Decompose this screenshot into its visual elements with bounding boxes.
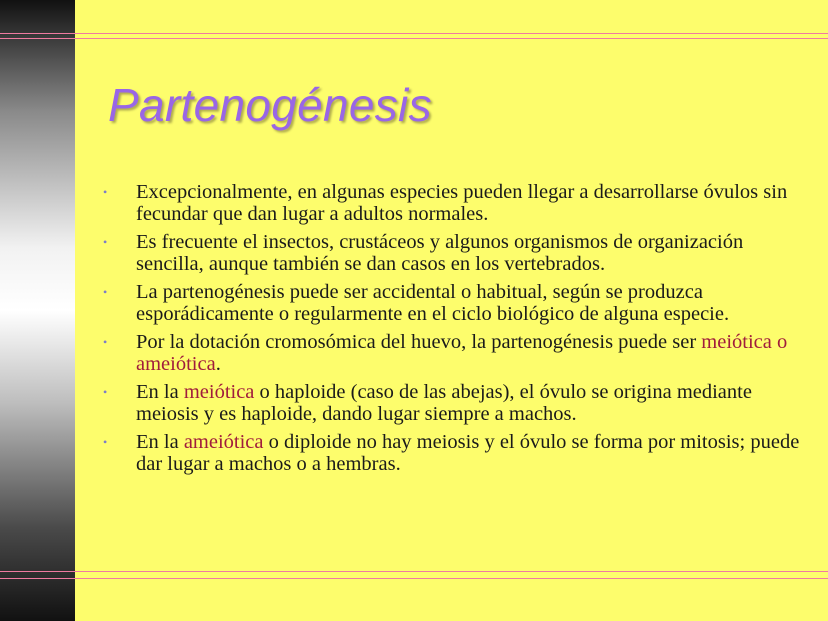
- bullet-item: [103, 181, 803, 225]
- bullet-icon: •: [103, 335, 108, 349]
- bullet-text-after: .: [215, 353, 221, 375]
- bullet-icon: •: [103, 435, 108, 449]
- slide-title: Partenogénesis: [108, 79, 432, 131]
- top-rule-upper: [0, 33, 828, 34]
- bottom-rule-upper: [0, 571, 828, 572]
- highlighted-term: ameiótica: [183, 431, 264, 453]
- bullet-item: [103, 431, 803, 475]
- bullet-text: [136, 331, 787, 375]
- bullet-text-before: En la: [136, 381, 184, 403]
- bullet-item: [103, 331, 803, 375]
- highlighted-term: meiótica: [183, 381, 255, 403]
- bullet-text: Excepcionalmente, en algunas especies pueden llegar a desarrollarse óvulos sin fecundar que dan lugar a adultos normales.: [136, 181, 788, 225]
- bullet-text-before: En la: [136, 431, 184, 453]
- bullet-text: [136, 381, 752, 425]
- bullet-icon: •: [103, 285, 108, 299]
- bullet-text: La partenogénesis puede ser accidental o habitual, según se produzca esporádicamente o regularmente en el ciclo biológico de alguna especie.: [136, 281, 730, 325]
- bullet-text: [136, 431, 799, 475]
- bullet-item: [103, 381, 803, 425]
- bullet-item: [103, 281, 803, 325]
- bullet-text-after: o haploide (caso de las abejas), el óvulo se origina mediante meiosis y es haploide, dando lugar siempre a machos.: [136, 381, 752, 425]
- bottom-rule-lower: [0, 578, 828, 579]
- bullet-text-before: Por la dotación cromosómica del huevo, la partenogénesis puede ser: [136, 331, 702, 353]
- bullet-icon: •: [103, 235, 108, 249]
- bullet-item: [103, 231, 803, 275]
- bullet-text: Es frecuente el insectos, crustáceos y algunos organismos de organización sencilla, aunque también se dan casos en los vertebrados.: [136, 231, 744, 275]
- highlighted-term: meiótica o ameiótica: [136, 331, 788, 375]
- side-gradient-bar: [0, 0, 75, 621]
- bullet-icon: •: [103, 385, 108, 399]
- bullet-text-after: o diploide no hay meiosis y el óvulo se forma por mitosis; puede dar lugar a machos o a hembras.: [136, 431, 800, 475]
- bullet-list: [103, 181, 803, 481]
- top-rule-lower: [0, 38, 828, 39]
- bullet-icon: •: [103, 185, 108, 199]
